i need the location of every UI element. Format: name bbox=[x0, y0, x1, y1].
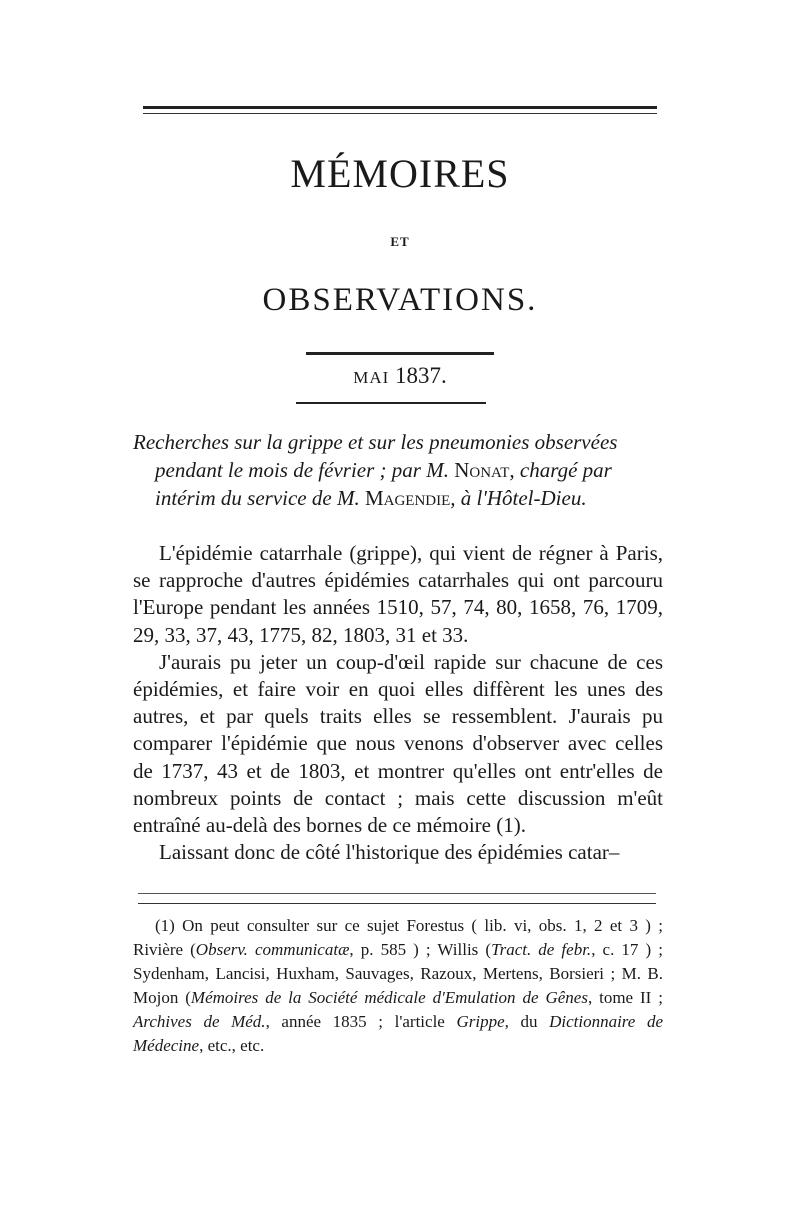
footnote-ref-dictionnaire: Dictionnaire de Médecine bbox=[133, 1012, 663, 1055]
article-person: Magendie bbox=[364, 486, 451, 510]
top-rule-thin bbox=[143, 113, 657, 114]
article-title-line3-end: , à l'Hôtel-Dieu. bbox=[450, 486, 587, 510]
footnote-text-9: , année 1835 ; l'article bbox=[265, 1012, 457, 1031]
footnote-ref-archives: Archives de Méd. bbox=[133, 1012, 266, 1031]
footnote-ref-observ: Observ. communicatæ bbox=[195, 940, 350, 959]
footnote-text-1: (1) On peut consulter sur ce sujet Forestus ( lib. vi, obs. 1, 2 et 3 ) ; Rivière ( bbox=[133, 916, 663, 959]
section-title: MÉMOIRES bbox=[290, 151, 510, 196]
footnote-text-3: , p. 585 ) ; Willis ( bbox=[349, 940, 492, 959]
issue-month: MAI bbox=[353, 368, 390, 387]
issue-date bbox=[143, 363, 657, 389]
article-title-line3-text: intérim du service de M. bbox=[155, 486, 365, 510]
body-paragraph-1: L'épidémie catarrhale (grippe), qui vient de régner à Paris, se rapproche d'autres épidémies catarrhales qui ont parcouru l'Europe pendant les années 1510, 57, 74, 80, 1658, 76, 1709, 29, 33, 37, 43, 1775, 82, 1803, 31 et 33. bbox=[133, 541, 663, 647]
footnote-ref-memoires: Mémoires de la Société médicale d'Emulation de Gênes bbox=[190, 988, 588, 1007]
date-rule-bottom bbox=[296, 402, 486, 404]
article-body bbox=[133, 540, 663, 866]
article-title-line3 bbox=[133, 484, 663, 512]
footnote bbox=[133, 914, 663, 1058]
top-rule-thick bbox=[143, 106, 657, 109]
article-title-line1: Recherches sur la grippe et sur les pneumonies observées bbox=[133, 430, 618, 454]
footnote-rule bbox=[138, 903, 656, 904]
footnote-text-7: , tome II ; bbox=[587, 988, 663, 1007]
footnote-ref-grippe: Grippe bbox=[456, 1012, 505, 1031]
article-author: Nonat bbox=[454, 458, 510, 482]
footnote-text-5: , c. 17 ) ; Sydenham, Lancisi, Huxham, Sauvages, Razoux, Mertens, Borsieri ; M. B. Mojon ( bbox=[133, 940, 663, 1007]
body-paragraph-2: J'aurais pu jeter un coup-d'œil rapide sur chacune de ces épidémies, et faire voir en quoi elles diffèrent les unes des autres, et par quels traits elles se ressemblent. J'aurais pu comparer l'épidémie que nous venons d'observer avec celles de 1737, 43 et de 1803, et montrer qu'elles ont entr'elles de nombreux points de contact ; mais cette discussion m'eût entraîné au-delà des bornes de ce mémoire (1). bbox=[133, 649, 663, 838]
article-title-line2-text: pendant le mois de février ; par M. bbox=[155, 458, 455, 482]
body-paragraph-3: Laissant donc de côté l'historique des épidémies catar– bbox=[159, 840, 620, 865]
article-title bbox=[133, 428, 663, 512]
section-connector: ET bbox=[390, 234, 410, 249]
footnote-text-13: , etc., etc. bbox=[199, 1036, 265, 1055]
article-title-line2-end: , chargé par bbox=[509, 458, 612, 482]
footnote-rule-upper bbox=[138, 893, 656, 894]
footnote-text-11: , du bbox=[504, 1012, 550, 1031]
article-title-line2 bbox=[133, 456, 663, 484]
issue-year: 1837. bbox=[395, 363, 447, 388]
footnote-ref-tract: Tract. de febr. bbox=[491, 940, 592, 959]
section-subtitle: OBSERVATIONS. bbox=[262, 282, 538, 318]
footnote-1 bbox=[133, 914, 663, 1058]
date-rule-top bbox=[306, 352, 494, 355]
